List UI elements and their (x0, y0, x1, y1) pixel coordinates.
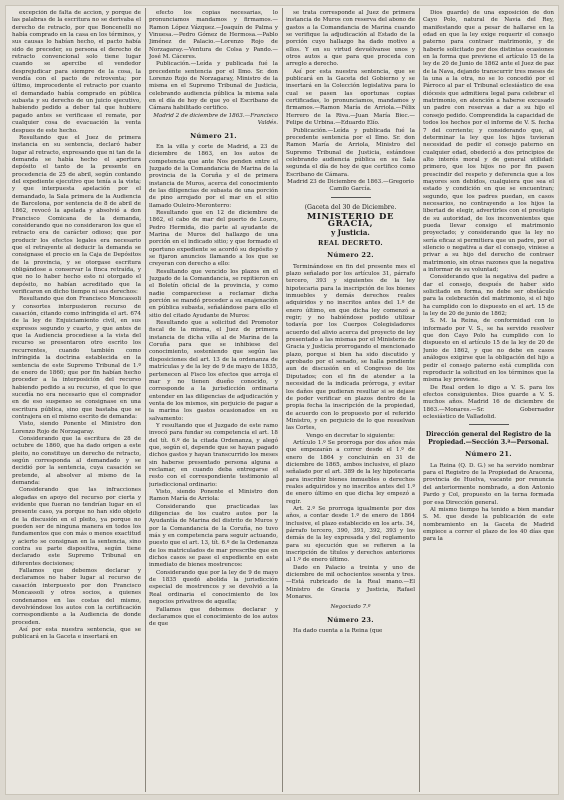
text-column-2 (149, 10, 278, 792)
paragraph: Resultando que el Juez de primera instancia en su sentencia, declaró haber lugar al retracto, expresando que ni tan de la demanda se había hecho el apertura depósito el tanto de la presente en procedencia de 25 de abril, según contando del expediente ejecutivo que tenía a la vista; y que interpuesta apelación por el demandado, la Sala primera de la Audiencia de Barcelona, por sentencia de 8 de abril de 1862, revocó la apelada y absolvió a don Francisco Comicana de la demanda, considerando que no consideraron los que el retracto era de carácter odioso; que por producir los efectos legales era necesario que el retrayente al deducir la demanda se consignase el precio en la Caja de Depósitos de la provincia, y se otorgase escritura obligándose a conservar la finca retraída, y que no lo haber hecho esto ni otorgado el depósito, no habían acreditado que la verificaron en dicho tiempo ni sus derechos: (12, 134, 141, 296)
paragraph: Artículo 1.º Se prorroga por dos años más que empezarán a correr desde el 1.º de enero de 1864 y concluirán en 31 de diciembre de 1865, ambos inclusive, el plazo señalado por el art. 389 de la ley hipotecaria para inscribir bienes inmuebles o derechos reales adquiridos y no inscritos antes del 1.º de enero último en que dicha ley empezó a regir. (286, 439, 415, 505)
text-column-3 (286, 10, 415, 792)
paragraph: Resultando que en 12 de diciembre de 1862, el cabo de mar del puerto de Louro, Pedro Hermida, dio parte al ayudante de Marina de Muros del hallazgo de una porción en el indicado sitio; y que formado el oportuno expediente se acordó su depósito y se fijaron anuncios llamando a los que se creyeran con derecho a ello: (149, 209, 278, 268)
paragraph: Considerando que la negativa del padre a dar el consejo, después de haber sido solicitado en forma, no debe ser obstáculo para la celebración del matrimonio, si el hijo ha cumplido con lo dispuesto en el art. 15 de la ley de 20 de junio de 1862; (423, 274, 554, 318)
paragraph: efecto los copias necesarias, lo pronunciamos mandamos y firmamos.—Ramon López Vázquez.—Joaquín de Palma y Vinuesa.—Pedro Gómez de Hermosa.—Pablo Jiménez de Palacio.—Lorenzo Rojo de Norzagaray.—Ventura de Colsa y Pando.—José M. Cáceres. (149, 10, 278, 61)
negociado-label: Negociado 7.º (330, 604, 371, 611)
signature-line: Madrid 23 de Diciembre de 1863.—Gregorio Camilo García. (287, 178, 414, 193)
paragraph: Considerando que por la ley de 9 de mayo de 1835 quedó abolida la jurisdicción especial de mostrencos y se devolvió a la Real ordinaria el conocimiento de los negocios privativos de aquella; (149, 569, 278, 606)
divider (331, 197, 371, 198)
paragraph: Y resultando que el Juzgado de este ramo invocó para fundar su competencia el art. 18 del tít. 6.º de la citada Ordenanza, y alegó que, según el, depende que se hayan pagado dichos gastos y hayan transcurrido los meses sin haberse presentado persona alguna a reclamar, en cuando deba entregarse el resto con el correspondiente testimonio al jurisdiccional ordinario: (149, 422, 278, 488)
paragraph: De Real orden lo digo a V. S. para los efectos consiguientes. Dios guarde a V. S. muchos años. Madrid 16 de diciembre de 1863.—Monares.—Sr. Gobernador eclesiástico de Valladolid. (423, 384, 554, 420)
paragraph: Terminándose en fin del presente mes el plazo señalado por los artículos 31, párrafo tercero, 393 y siguientes de la ley hipotecaria para la inscripción de los bienes inmuebles y demás derechos reales adquiridos y no inscritos antes del 1.º de enero último, en que dicha ley comenzó a regir; y no habiéndose podido utilizar todavía por los Cuerpos Colegisladores acuerdo del alivio acerca del proyecto de ley presentado a las mismas por el Ministerio de Gracia y Justicia prorrogando el mencionado plazo, porque si bien ha sido discutido y aprobado por el senado, se halla pendiente aun de discusión en el Congreso de los Diputados; con el fin de atender a la necesidad de la indicada prórroga, y evitar los daños que pudieran resultar si se dejase de poder verificar en plazos dentro de la propia fecha la inscripción de la propiedad, de acuerdo con lo propuesto por el referido Ministro, y en perjuicio de lo que resuelvan las Cortes, (286, 263, 415, 432)
text-column-4 (423, 10, 554, 792)
section-number: Número 21. (190, 131, 237, 140)
signature-line: Madrid 2 de diciembre de 1863.—Francisco Valdés. (153, 112, 278, 127)
paragraph: Dado en Palacio a treinta y uno de diciembre de mil ochocientos sesenta y tres.—Está rubricado de la Real mano.—El Ministro de Gracia y Justicia, Rafael Monares. (286, 564, 415, 601)
paragraph: Publicación.—Leída y publicada fué la precedente sentencia por el Ilmo. Sr. don Lorenzo Rojo de Norzagaray, Ministro de la misma en el Supremo Tribunal de Justicia, celebrando audiencia pública la misma sala en el día de hoy de que yo el Escribano de Cámara habilitado certifico. (149, 61, 278, 112)
paragraph: Visto, siendo Ponente el Ministro don Ramon María de Arriola: (149, 489, 278, 503)
text-column-1 (12, 10, 141, 792)
gazette-date: (Gaceta del 30 de Diciembre. (304, 203, 397, 211)
paragraph: se trata corresponde al Juez de primera instancia de Muros con reserva del abono de gastos a la Comandancia de Marina cuando se verifique la adjudicación al Estado de la porción cuyo hallazgo ha dado motivo a ellos. Y en su virtud devuélvanse unos y otros autos a que para que proceda con arreglo a derecho. (286, 10, 415, 68)
paragraph: Vengo en decretar lo siguiente: (306, 432, 395, 439)
paragraph: Resultando que a solicitud del Promotor fiscal de la misma, el Juez de primera instancia de dicha villa al de Marina de la Coruña para que se inhibiese del conocimiento, sosteniendo que según las disposiciones del art. 13 de la ordenanza de matrículas y de la ley de 9 de mayo de 1835, pertenecen al Fisco los efectos que arroja el mar y no tienen dueño conocido, y corresponde a la jurisdicción ordinaria entender en las diligencias de adjudicación y venta de los mismos, sin perjuicio de pagar a la marina los gastos ocasionados en su salvamento: (149, 320, 278, 422)
paragraph: Resultando que don Francisco Moncassoli y consortes interpusieron recurso de casación, citando como infringida el art. 674 de la ley de Enjuiciamiento civil, en sus expresos segundo y cuarto, y que antes de que la Audiencia procediese a la vista del recurso se presentaron otro escrito los recurrentes, cuando también como infringida la doctrina establecida en la sentencia de este Supremo Tribunal de 1.º de enero de 1860; que por fin habían hecho proceder a la interposición del recurso habiendo pedido a su recurso, el que lo que sucedía no era necesario que el comprador en de eso suspenso se consignase en una escritura pública, sino que bastaba que se contrajera en el mismo escrito de demanda: (12, 296, 141, 420)
decree-heading: REAL DECRETO. (318, 238, 383, 247)
column-rule (419, 8, 420, 792)
paragraph: Art. 2.º Se prorroga igualmente por dos años, a contar desde 1.º de enero de 1864 inclusive, el plazo establecido en los arts. 34, párrafo tercero, 390, 391, 392, 393 y los demás de la ley expresada y del reglamento para su ejecución que se refieren a la inscripción de títulos y derechos anteriores al 1.º de enero último. (286, 506, 415, 564)
paragraph: Así por esta nuestra sentencia, que se publicará en la Gaceta del Gobierno y se insertará en la Colección legislativa para lo cual se pasen las oportunas copias certificadas, lo pronunciamos, mandamos y firmamos.—Ramon María de Arriola.—Félix Herrero de la Riva.—Juan María Biec.—Felipe de Urbina.—Eduardo Elío. (286, 68, 415, 127)
paragraph: S. M. la Reina, de conformidad con lo informado por V. S., se ha servido resolver que don Cayo Polo ha cumplido con lo dispuesto en el artículo 15 de la ley de 20 de Junio de 1862, y que no debe en casos análogos exigirse que la obligación del hijo a pedir el consejo paterno está cumplida con reproducir la solicitud en los términos que la misma ley previene. (423, 318, 554, 384)
paragraph: Fallamos que debemos declarar y declaramos no haber lugar al recurso de casación interpuesto por don Francisco Moncassoli y otros socios, a quienes condenamos en las costas del mismo, devolviéndose los autos con la certificación correspondiente a la Audiencia de donde proceden. (12, 568, 141, 626)
paragraph: Al mismo tiempo ha tenido a bien mandar S. M. que desde la publicación de este nombramiento en la Gaceta de Madrid empiece a correr el plazo de los 40 días que para la (423, 506, 554, 543)
paragraph: La Reina (Q. D. G.) se ha servido nombrar para el Registro de la Propiedad de Aracena, provincia de Huelva, vacante por renuncia del anteriormente nombrado, a don Antonio Pardo y Col, propuesto en la terna formada por esa Dirección general. (423, 462, 554, 506)
section-heading: Dirección general del Registro de la Propiedad.—Sección 3.ª—Personal. (425, 431, 552, 446)
paragraph: Considerando que las infracciones alegadas en apoyo del recurso por cierta y evidente que fueran no tendrían lugar en el presente caso, ya porque no han sido objeto de la discusión en el pleito, ya porque no pueden ser de ninguna manera en todos los fundamentos que con más o menos exactitud y acierto se consignan en la sentencia, sino contra su parte dispositiva, según tiene declarado este Supremo Tribunal en diferentes decisiones; (12, 487, 141, 567)
section-number: Número 22. (327, 251, 374, 260)
divider (469, 424, 509, 425)
paragraph: Considerando que la escritura de 28 de octubre de 1860, que ha dado origen a este pleito, no constituye un derecho de retracto, según corresponda al demandado y se decidió por la sentencia, cuya casación se pretende, al absolver al mismo de la demanda: (12, 435, 141, 486)
paragraph: Visto, siendo Ponente el Ministro don Lorenzo Rojo de Norzagaray. (12, 421, 141, 435)
paragraph: Así por esta nuestra sentencia, que se publicará en la Gaceta e insertará en (12, 626, 141, 641)
column-rule (282, 8, 283, 792)
paragraph: Publicación.—Leída y publicada fué la precedente sentencia por el Ilmo. Sr. don Ramon María de Arriola, Ministro del Supremo Tribunal de Justicia, estándose celebrando audiencia pública en su Sala segunda el día de hoy de que certifico como Escribano de Cámara. (286, 127, 415, 178)
paragraph: excepción de falta de accion, y porque de las palabras de la escritura no se derivaba el derecho de retraclo, por que Boncenelli no había comprado en la casa en los términos, y sus causas lo habían hecho, el pacto había sido de preceder, su persona el derecho de retracto convencional solo tiene lugar cuando se apercibe el vendedor desprejudicar para siempre de la cosa, la vendía con el pacto de retroventa; por último, improcedente el retracto por cuanto el demandado había comprado en pública subasta y su derecho de un juicio ejecutivo, habiendo pedido a deber tal que hubiere pagado antes se verificase el remate, por cualquier cosa de evacuación la venta despues de este hecho. (12, 10, 141, 134)
ministry-heading: MINISTERIO DE GRACIA, (306, 211, 395, 230)
section-number: Número 21. (465, 450, 512, 459)
paragraph: Fallamos que debemos declarar y declaramos que el conocimiento de los autos de que (149, 606, 278, 628)
paragraph: Ha dado cuenta a la Reina (que (293, 628, 383, 635)
section-number: Número 23. (327, 615, 374, 624)
paragraph: Considerando que practicadas las diligencias de los cuatro autos por la Ayudantía de Marina del distrito de Muros y por la Comandancia de la Coruña, no tuvo más y en competencia para seguir actuando, puesto que el art. 13, tít. 6.º de la Ordenanza de los matriculados de mar prescribe que en dichos casos se pase el expediente en este inmediato de bienes mostrencos: (149, 503, 278, 569)
paragraph: Dios guarde) de una exposición de don Cayo Polo, natural de Navia del Rey, manifestando que a pesar de hallarse en la edad en que la ley exige requerir el consejo paterno para contraer matrimonio, y de haberle solicitado por dos distintas ocasiones en la forma que previene el artículo 15 de la ley de 20 de Junio de 1862 ante el Juez de paz de la Nava, dejando transcurrir tres meses de la una a la otra, no se lo concedió por el Párroco al par el Tribunal eclesiástico de esa diócesis que admitiera legal para celebrar el matrimonio, en atención a haberse excusado un padre con reservas a dar a su hijo el consejo pedido. Comprendida la capacidad de todos los hechos por el informe de V. S. fecha 7 del corriente; y considerando que, al determinar la ley que los hijos tuvieran necesidad de pedir el consejo paterno en cualquier edad, obedeció a dos principios de alto interés moral y de general utilidad: primero, que los hijos no por fin pasen prescindir del respeto y deferencia que a los mayores son debidos, cualquiera que sea el estado y condición en que se encuentran; segundo, que los padres puedan, en casos necesarios, no contrayendo a los hijos la libertad de elegir, advertirles con el prestigio de su autoridad, de los inconvenientes que pueda llevar consigo el matrimonio proyectado; y considerando que la ley no sería eficaz si permitiera que un padre, por el silencio o negativa a dar el consejo, viniese a privar a su hijo del derecho de contraer matrimonio, sin otras razones que la negativa a informar de su voluntad; (423, 10, 554, 274)
newspaper-page (6, 6, 558, 794)
ministry-subheading: y Justicia. (331, 227, 370, 237)
paragraph: Resultando que vencido los plazos en el Juzgado de la Comandancia, se repitieron en el Boletín oficial de la provincia, y como nadie compareciese a reclamar dicha porción se mandó proceder a su enajenación en pública subasta, señalándose para ello el sitio del citado Ayudante de Muros: (149, 268, 278, 319)
paragraph: En la villa y corte de Madrid, a 23 de diciembre de 1863, en los autos de competencia que ante Nos penden entre el Juzgado de la Comandancia de Marina de la provincia de la Coruña y el de primera instancia de Muros, acerca del conocimiento de las diligencias de subasta de una porción de pino arrojado por el mar en el sitio llamado Ouleiro-Meronterro: (149, 143, 278, 209)
column-rule (145, 8, 146, 792)
